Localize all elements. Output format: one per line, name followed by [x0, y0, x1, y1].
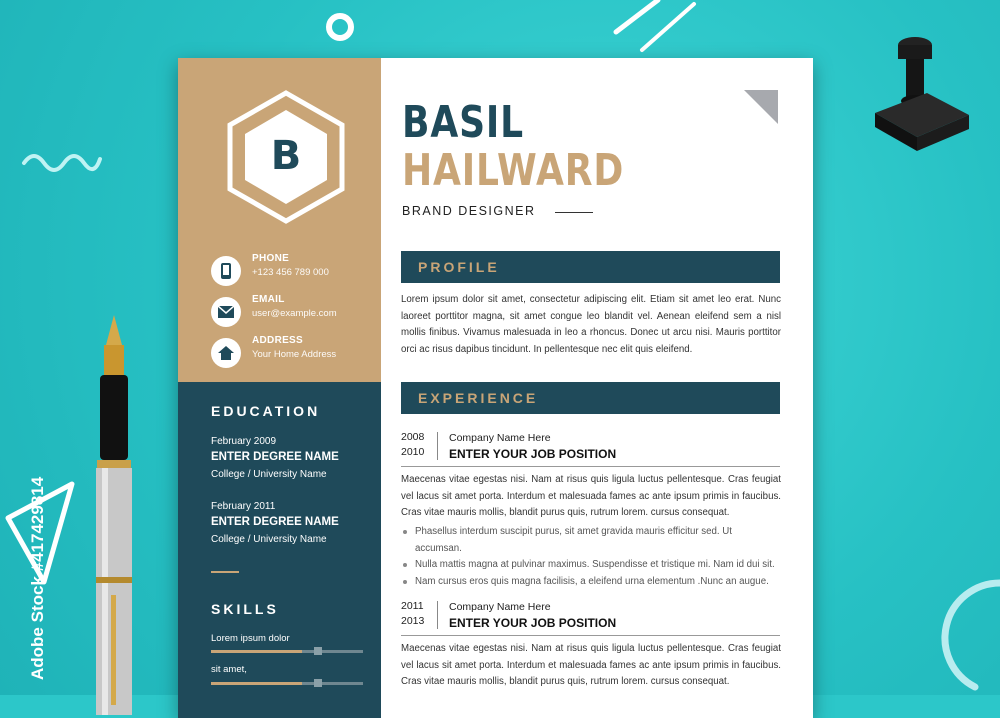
- arc-decoration: [935, 575, 1000, 695]
- skill-bar-knob: [314, 647, 322, 655]
- job-separator: [401, 466, 780, 467]
- ring-decoration: [326, 13, 354, 41]
- job-position: ENTER YOUR JOB POSITION: [449, 616, 617, 630]
- phone-label: PHONE: [252, 253, 290, 264]
- lines-decoration: [610, 0, 700, 55]
- experience-header-bar: [401, 382, 780, 414]
- education-date: February 2009: [211, 436, 277, 447]
- job-position: ENTER YOUR JOB POSITION: [449, 447, 617, 461]
- job-year-start: 2011: [401, 600, 424, 612]
- email-label: EMAIL: [252, 294, 285, 305]
- first-name: BASIL: [402, 97, 524, 148]
- profile-header-bar: [401, 251, 780, 283]
- stamp-object: [865, 35, 975, 155]
- title-underline: [555, 212, 593, 213]
- job-separator: [401, 635, 780, 636]
- job-years: [401, 430, 431, 460]
- company-name: Company Name Here: [449, 601, 551, 613]
- skill-name: sit amet,: [211, 664, 247, 675]
- company-name: Company Name Here: [449, 432, 551, 444]
- home-icon: [211, 338, 241, 368]
- education-degree: ENTER DEGREE NAME: [211, 516, 339, 528]
- squiggle-decoration: [20, 145, 102, 175]
- job-years: [401, 599, 431, 629]
- skill-bar-fill: [211, 650, 302, 653]
- skill-name: Lorem ipsum dolor: [211, 633, 290, 644]
- list-item: Nulla mattis magna at pulvinar maximus. Suspendisse et tristique mi. Nam id dui sit.: [401, 557, 781, 574]
- watermark: [28, 460, 48, 680]
- email-value: user@example.com: [252, 308, 337, 319]
- resume-document: [178, 58, 813, 718]
- phone-value: +123 456 789 000: [252, 267, 329, 278]
- skills-title: SKILLS: [211, 601, 279, 617]
- job-year-start: 2008: [401, 431, 425, 443]
- job-divider: [437, 601, 438, 629]
- skill-bar: [211, 682, 363, 685]
- list-item: Nam cursus eros quis magna facilisis, a eleifend urna elementum .Nunc an augue.: [401, 574, 781, 591]
- skill-bar: [211, 650, 363, 653]
- skill-bar-knob: [314, 679, 322, 687]
- education-divider: [211, 571, 239, 573]
- job-description: Maecenas vitae egestas nisi. Nam at risus quis ligula luctus pellentesque. Cras feugiat vel lacus sit amet porta. Interdum et malesuada fames ac ante ipsum primis in faucibus. Cras vitae mauris mollis, blandit purus quis, rutrum lorem. cursus consequat.: [401, 643, 781, 687]
- fountain-pen: [92, 315, 136, 715]
- education-degree: ENTER DEGREE NAME: [211, 451, 339, 463]
- last-name: HAILWARD: [402, 145, 625, 196]
- watermark-id: #417429814: [28, 476, 47, 572]
- education-date: February 2011: [211, 501, 276, 512]
- experience-title: EXPERIENCE: [418, 390, 539, 406]
- sidebar-bottom: [178, 382, 381, 718]
- profile-text: Lorem ipsum dolor sit amet, consectetur adipiscing elit. Etiam sit amet leo erat. Nunc laoreet porttitor magna, sit amet congue leo blandit vel. Aenean eleifend sem a nisl mollis finibus. Vivamus malesuada in leo a rhoncus. Donec ut arcu nisi. Mauris porttitor orci ac risus dapibus tincidunt. In pellentesque nec elit quis eleifend.: [401, 294, 781, 355]
- monogram-letter: B: [270, 133, 302, 179]
- address-label: ADDRESS: [252, 335, 303, 346]
- job-divider: [437, 432, 438, 460]
- phone-icon: [211, 256, 241, 286]
- list-item: Phasellus interdum suscipit purus, sit amet gravida mauris efficitur sed. Ut accumsan.: [401, 524, 781, 557]
- job-year-end: 2013: [401, 615, 425, 627]
- job-description: Maecenas vitae egestas nisi. Nam at risus quis ligula luctus pellentesque. Cras feugiat vel lacus sit amet porta. Interdum et malesuada fames ac ante ipsum primis in faucibus. Cras vitae mauris mollis, blandit purus quis, rutrum lorem. cursus consequat.: [401, 474, 781, 518]
- watermark-brand: Adobe Stock: [28, 576, 47, 680]
- envelope-icon: [211, 297, 241, 327]
- education-college: College / University Name: [211, 469, 327, 480]
- profile-title: PROFILE: [418, 259, 500, 275]
- address-value: Your Home Address: [252, 349, 337, 360]
- education-college: College / University Name: [211, 534, 327, 545]
- job-bullets: [401, 524, 781, 590]
- skill-bar-fill: [211, 682, 302, 685]
- education-title: EDUCATION: [211, 403, 321, 419]
- job-title: BRAND DESIGNER: [402, 204, 536, 218]
- corner-triangle: [744, 90, 778, 124]
- job-year-end: 2010: [401, 446, 425, 458]
